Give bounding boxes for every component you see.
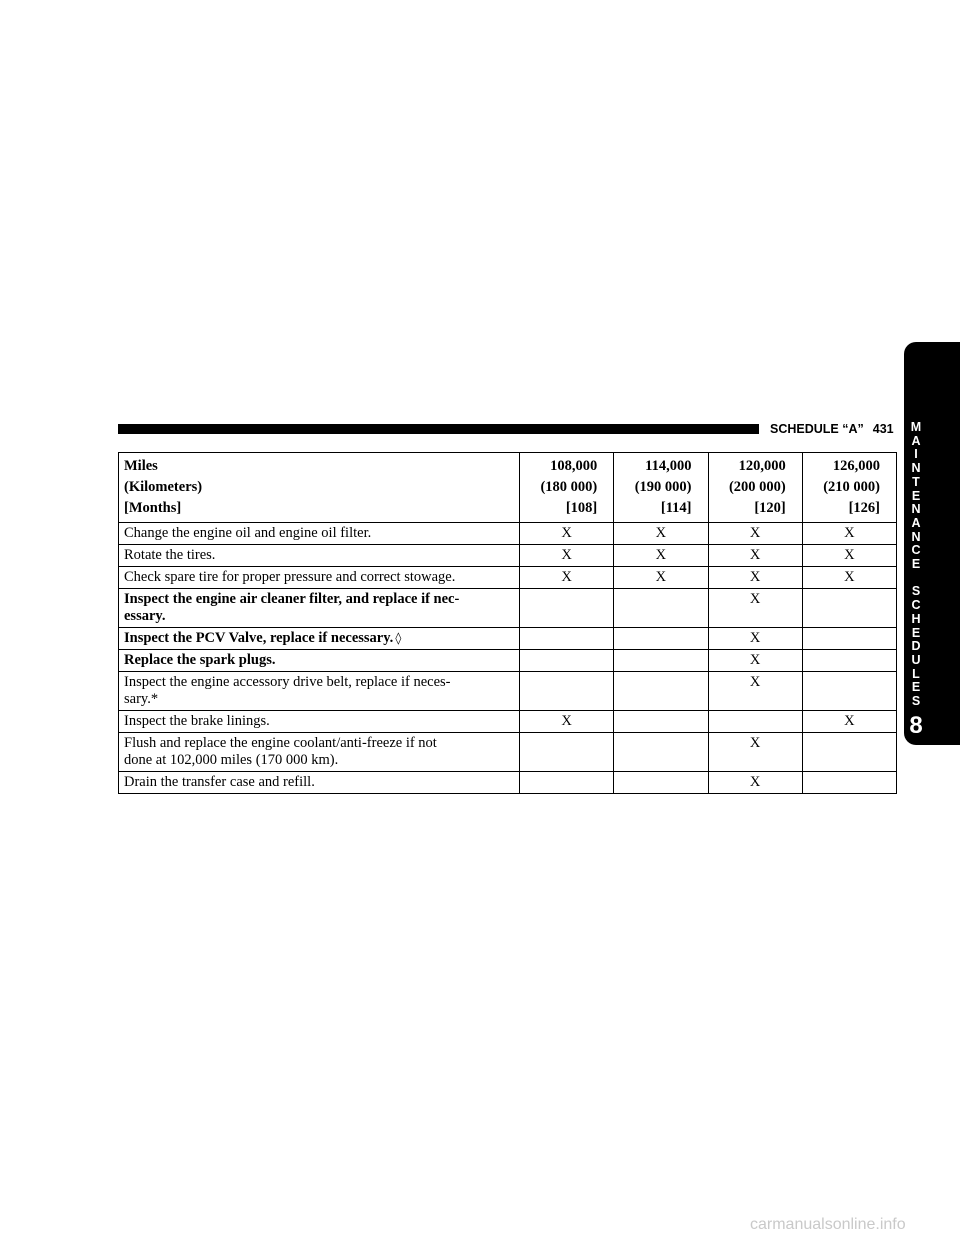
interval-mark-cell [614, 589, 708, 628]
side-tab-letter: T [912, 474, 920, 489]
interval-mark-cell: X [708, 733, 802, 772]
page-header [770, 420, 894, 438]
interval-mark-cell: X [520, 523, 614, 545]
side-tab-letter: I [914, 447, 918, 462]
watermark: carmanualsonline.info [750, 1216, 906, 1233]
interval-mark-cell: X [708, 650, 802, 672]
interval-mark-cell: X [708, 628, 802, 650]
side-tab-label [904, 421, 928, 709]
table-row [119, 628, 897, 650]
interval-months: [126] [848, 500, 880, 516]
interval-mark-cell: X [708, 567, 802, 589]
side-tab-letter: C [911, 598, 921, 613]
side-tab-letter: S [911, 584, 921, 599]
interval-mark-cell [520, 628, 614, 650]
interval-months: [120] [754, 500, 786, 516]
interval-mark-cell: X [708, 589, 802, 628]
side-tab-letter: N [911, 461, 921, 476]
interval-mark-cell: X [614, 523, 708, 545]
interval-km: (190 000) [634, 479, 692, 495]
interval-mark-cell [520, 589, 614, 628]
interval-mark-cell: X [802, 711, 896, 733]
interval-mark-cell [520, 672, 614, 711]
table-row [119, 672, 897, 711]
interval-miles: 114,000 [645, 458, 692, 474]
interval-mark-cell: X [802, 523, 896, 545]
maintenance-schedule-table [118, 452, 897, 794]
table-row [119, 650, 897, 672]
task-cell [119, 672, 520, 711]
interval-mark-cell: X [802, 567, 896, 589]
task-cell [119, 711, 520, 733]
interval-header-cell [802, 453, 896, 523]
interval-mark-cell [802, 772, 896, 794]
interval-mark-cell [708, 711, 802, 733]
side-tab-letter: E [911, 488, 921, 503]
side-tab-letter: U [911, 652, 921, 667]
interval-mark-cell: X [520, 545, 614, 567]
interval-mark-cell [614, 733, 708, 772]
interval-mark-cell [520, 733, 614, 772]
interval-mark-cell [614, 628, 708, 650]
interval-mark-cell: X [614, 545, 708, 567]
table-row [119, 589, 897, 628]
interval-miles: 108,000 [550, 458, 598, 474]
task-cell [119, 523, 520, 545]
header-rule [118, 424, 759, 434]
interval-km: (200 000) [728, 479, 786, 495]
task-text: Inspect the brake linings. [124, 713, 270, 729]
table-row [119, 567, 897, 589]
header-labels-cell [119, 453, 520, 523]
task-cell [119, 545, 520, 567]
side-tab-letter: L [912, 666, 920, 681]
miles-label: Miles [124, 458, 158, 474]
side-tab-letter: N [911, 529, 921, 544]
table-row [119, 772, 897, 794]
task-cell [119, 733, 520, 772]
interval-mark-cell: X [802, 545, 896, 567]
interval-mark-cell [614, 772, 708, 794]
side-tab-letter: N [911, 502, 921, 517]
table-row [119, 523, 897, 545]
task-cell [119, 589, 520, 628]
interval-km: (180 000) [540, 479, 598, 495]
interval-miles: 126,000 [832, 458, 880, 474]
interval-mark-cell [520, 772, 614, 794]
side-tab-letter: E [911, 557, 921, 572]
interval-mark-cell [614, 711, 708, 733]
task-text: Replace the spark plugs. [124, 652, 276, 668]
side-tab-letter: E [911, 625, 921, 640]
interval-months: [108] [565, 500, 598, 516]
side-tab-letter: A [911, 515, 921, 530]
page-number: 431 [872, 422, 894, 436]
task-text: Check spare tire for proper pressure and correct stowage. [124, 569, 456, 585]
section-title: SCHEDULE “A” [770, 422, 864, 436]
months-label: [Months] [124, 500, 182, 516]
interval-mark-cell: X [520, 567, 614, 589]
side-tab-letter: A [911, 433, 921, 448]
table-row [119, 711, 897, 733]
interval-miles: 120,000 [738, 458, 786, 474]
side-tab-letter: E [911, 680, 921, 695]
side-tab-letter: S [911, 694, 921, 709]
kilometers-label: (Kilometers) [124, 479, 203, 495]
side-tab-gap [904, 572, 928, 586]
task-cell [119, 650, 520, 672]
task-text: Inspect the engine accessory drive belt, replace if neces- sary.* [124, 674, 451, 707]
interval-mark-cell [802, 589, 896, 628]
task-text: Inspect the engine air cleaner filter, and replace if nec- essary. [124, 591, 460, 624]
task-cell [119, 628, 520, 650]
task-text: Inspect the PCV Valve, replace if necessary. [124, 630, 394, 646]
interval-header-cell [614, 453, 708, 523]
interval-mark-cell [802, 672, 896, 711]
interval-mark-cell [520, 650, 614, 672]
task-text: Change the engine oil and engine oil filter. [124, 525, 372, 541]
interval-months: [114] [660, 500, 692, 516]
side-tab-letter: D [911, 639, 921, 654]
table-row [119, 545, 897, 567]
interval-mark-cell [614, 650, 708, 672]
task-cell [119, 772, 520, 794]
interval-header-cell [520, 453, 614, 523]
chapter-number: 8 [909, 712, 923, 739]
side-tab-letter: M [910, 420, 922, 434]
interval-mark-cell [802, 733, 896, 772]
interval-header-cell [708, 453, 802, 523]
interval-mark-cell [614, 672, 708, 711]
interval-mark-cell: X [708, 545, 802, 567]
interval-mark-cell [802, 650, 896, 672]
interval-mark-cell: X [708, 772, 802, 794]
interval-mark-cell: X [708, 672, 802, 711]
interval-mark-cell: X [520, 711, 614, 733]
task-text: Rotate the tires. [124, 547, 216, 563]
table-row [119, 733, 897, 772]
task-text: Flush and replace the engine coolant/anti-freeze if not done at 102,000 miles (170 000 km). [124, 735, 437, 768]
interval-mark-cell: X [614, 567, 708, 589]
table-header-row [119, 453, 897, 523]
task-cell [119, 567, 520, 589]
interval-mark-cell [802, 628, 896, 650]
task-text: Drain the transfer case and refill. [124, 774, 315, 790]
interval-mark-cell: X [708, 523, 802, 545]
side-tab-letter: C [911, 543, 921, 558]
interval-km: (210 000) [823, 479, 880, 495]
diamond-symbol-icon: ◊ [395, 631, 402, 645]
side-tab-letter: H [911, 611, 921, 626]
